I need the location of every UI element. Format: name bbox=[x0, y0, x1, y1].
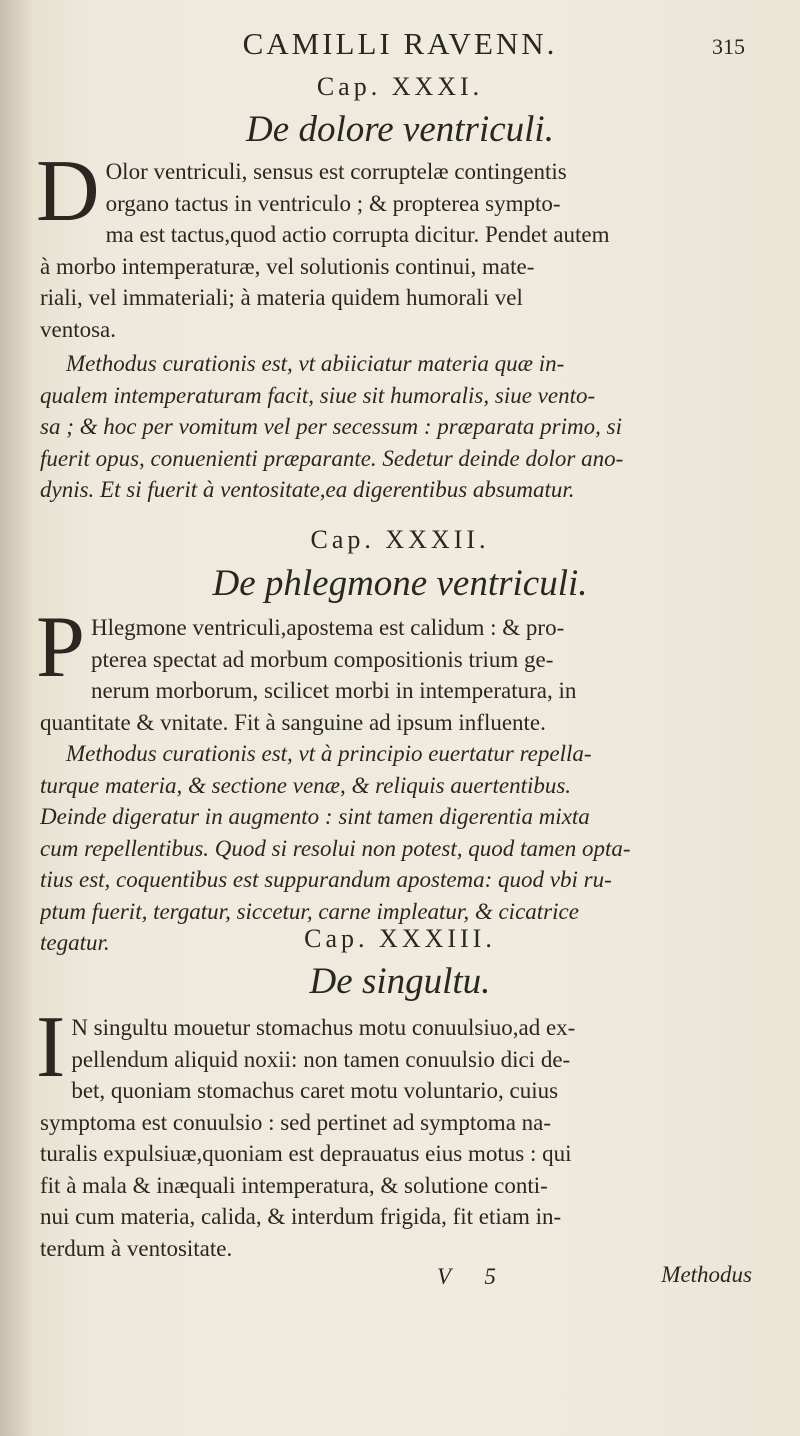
chapter-title-31: De dolore ventriculi. bbox=[246, 109, 554, 150]
text-line: fit à mala & inæquali intemperatura, & solutione conti- bbox=[40, 1172, 548, 1198]
chapter-body-32 bbox=[36, 599, 752, 738]
text-line: organo tactus in ventriculo ; & propterea sympto- bbox=[105, 190, 561, 216]
chapter-body-31 bbox=[36, 143, 752, 345]
text-line: nerum morborum, scilicet morbi in intemperatura, in bbox=[90, 678, 577, 703]
page-number: 315 bbox=[712, 34, 745, 59]
text-line: ventosa. bbox=[40, 316, 117, 342]
text-line: quantitate & vnitate. Fit à sanguine ad ipsum influente. bbox=[40, 709, 546, 735]
method-paragraph-31 bbox=[40, 348, 752, 506]
text-line: terdum à ventositate. bbox=[40, 1235, 233, 1261]
text-line: symptoma est conuulsio : sed pertinet ad symptoma na- bbox=[40, 1109, 552, 1135]
text-line: ptum fuerit, tergatur, siccetur, carne impleatur, & cicatrice bbox=[40, 898, 579, 924]
text-line: Deinde digeratur in augmento : sint tamen digerentia mixta bbox=[40, 804, 590, 829]
text-line: fuerit opus, conuenienti præparante. Sedetur deinde dolor ano- bbox=[40, 445, 624, 471]
text-line: Methodus curationis est, vt à principio euertatur repella- bbox=[66, 741, 592, 766]
text-line: pterea spectat ad morbum compositionis trium ge- bbox=[90, 646, 554, 672]
running-head: CAMILLI RAVENN. bbox=[242, 26, 558, 61]
catchword: Methodus bbox=[661, 1262, 752, 1287]
chapter-heading-32: Cap. XXXII. bbox=[310, 525, 490, 554]
chapter-title-32: De phlegmone ventriculi. bbox=[212, 563, 588, 604]
text-line: sa ; & hoc per vomitum vel per secessum : præparata primo, si bbox=[40, 414, 622, 439]
text-line: turque materia, & sectione venæ, & reliquis auertentibus. bbox=[40, 772, 572, 798]
text-line: ma est tactus,quod actio corrupta dicitur. Pendet autem bbox=[105, 222, 610, 247]
chapter-heading-31: Cap. XXXI. bbox=[316, 72, 484, 101]
gutter-shadow bbox=[0, 0, 34, 1436]
text-line: turalis expulsiuæ,quoniam est deprauatus eius motus : qui bbox=[40, 1141, 572, 1166]
text-line: bet, quoniam stomachus caret motu voluntario, cuius bbox=[71, 1078, 559, 1103]
text-line: pellendum aliquid noxii: non tamen conuulsio dici de- bbox=[71, 1046, 571, 1072]
text-line: Methodus curationis est, vt abiiciatur materia quæ in- bbox=[66, 351, 565, 376]
chapter-body-33 bbox=[36, 999, 752, 1264]
text-line: dynis. Et si fuerit à ventositate,ea digerentibus absumatur. bbox=[40, 477, 575, 502]
text-line: riali, vel immateriali; à materia quidem humorali vel bbox=[40, 285, 523, 310]
text-line: nui cum materia, calida, & interdum frigida, fit etiam in- bbox=[40, 1204, 562, 1229]
drop-capital: I bbox=[36, 999, 66, 1096]
text-line: Olor ventriculi, sensus est corruptelæ contingentis bbox=[105, 159, 567, 184]
text-line: qualem intemperaturam facit, siue sit humoralis, siue vento- bbox=[40, 382, 596, 408]
text-line: tegatur. bbox=[40, 930, 110, 955]
text-line: Hlegmone ventriculi,apostema est calidum : & pro- bbox=[90, 615, 565, 640]
drop-capital: D bbox=[36, 143, 100, 240]
signature-mark: V 5 bbox=[437, 1264, 510, 1289]
chapter-title-33: De singultu. bbox=[309, 961, 491, 1002]
text-line: cum repellentibus. Quod si resolui non potest, quod tamen opta- bbox=[40, 835, 631, 861]
text-line: N singultu mouetur stomachus motu conuulsiuo,ad ex- bbox=[71, 1015, 576, 1040]
text-line: tius est, coquentibus est suppurandum apostema: quod vbi ru- bbox=[40, 867, 612, 892]
drop-capital: P bbox=[36, 599, 85, 696]
text-line: à morbo intemperaturæ, vel solutionis continui, mate- bbox=[40, 253, 535, 279]
chapter-heading-33: Cap. XXXIII. bbox=[304, 924, 496, 953]
